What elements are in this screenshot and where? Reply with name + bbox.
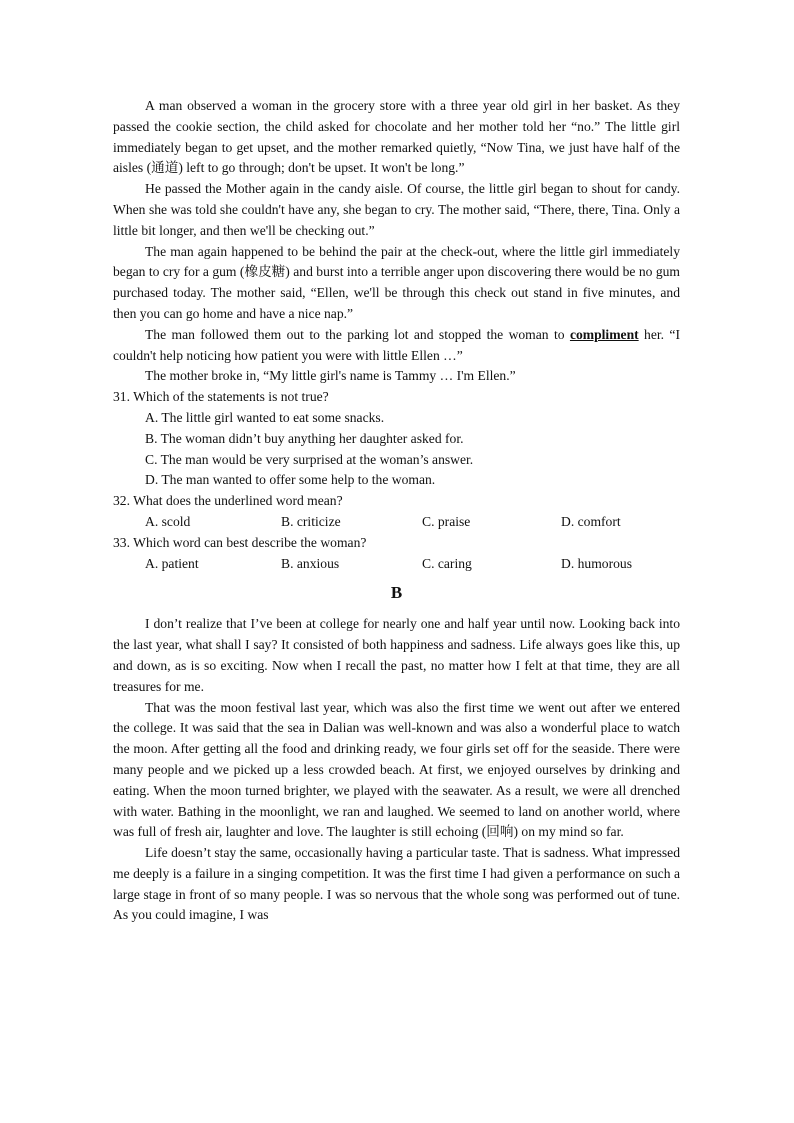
passage-a-paragraph-4 bbox=[113, 325, 680, 367]
question-32-stem: 32. What does the underlined word mean? bbox=[113, 493, 343, 509]
question-33-option-d: D. humorous bbox=[561, 555, 632, 571]
question-33-option-b: B. anxious bbox=[281, 555, 340, 571]
question-32 bbox=[113, 491, 680, 533]
question-32-option-c: C. praise bbox=[422, 513, 471, 529]
passage-b-paragraph-3: Life doesn’t stay the same, occasionally having a particular taste. That is sadness. What impressed me deeply is a failure in a singing competition. It was the first time I had given a performance on such a large stage in front of so many people. I was so nervous that the whole song was performed out of tune. As you could imagine, I was bbox=[113, 845, 680, 923]
document-page bbox=[113, 96, 680, 926]
passage-b-paragraph-1: I don’t realize that I’ve been at college for nearly one and half year until now. Looking back into the last year, what shall I say? It consisted of both happiness and sadness. Life always goes like this, up and down, as is so exciting. Now when I recall the past, no matter how I felt at that time, they are all treasures for me. bbox=[113, 616, 680, 694]
paragraph-4-text-before: The man followed them out to the parking lot and stopped the woman to bbox=[145, 326, 570, 342]
section-b-title: B bbox=[390, 583, 403, 603]
question-31-option-c: C. The man would be very surprised at the woman’s answer. bbox=[145, 451, 474, 467]
underlined-word: compliment bbox=[569, 326, 639, 342]
question-33-options bbox=[113, 554, 680, 575]
passage-a-paragraph-3: The man again happened to be behind the pair at the check-out, where the little girl immediately began to cry for a gum (橡皮糖) and burst into a terrible anger upon discovering there would be no gum purchased today. The mother said, “Ellen, we'll be through this check out stand in five minutes, and then you can go home and have a nice nap.” bbox=[113, 243, 680, 321]
question-31-option-d: D. The man wanted to offer some help to the woman. bbox=[145, 472, 436, 488]
question-33-option-c: C. caring bbox=[422, 555, 472, 571]
question-32-option-d: D. comfort bbox=[561, 513, 621, 529]
question-32-option-b: B. criticize bbox=[281, 513, 341, 529]
paragraph-4-text-after: her. “I couldn't help noticing how patient you were with little Ellen …” bbox=[113, 326, 680, 363]
question-31-option-a: A. The little girl wanted to eat some snacks. bbox=[145, 409, 385, 425]
passage-a-paragraph-2: He passed the Mother again in the candy aisle. Of course, the little girl began to shout for candy. When she was told she couldn't have any, she began to cry. The mother said, “There, there, Tina. Only a little bit longer, and then we'll be checking out.” bbox=[113, 181, 680, 238]
question-31 bbox=[113, 387, 680, 491]
passage-b-paragraph-2: That was the moon festival last year, which was also the first time we went out after we entered the college. It was said that the sea in Dalian was well-known and was also a wonderful place to watch the moon. After getting all the food and drinking ready, we four girls set off for the seaside. There were many people and we picked up a less crowded beach. At first, we enjoyed ourselves by drinking and eating. When the moon turned brighter, we played with the seawater. As a result, we were all drenched with water. Bathing in the moonlight, we ran and laughed. We seemed to land on another world, where was full of fresh air, laughter and love. The laughter is still echoing (回响) on my mind so far. bbox=[113, 699, 680, 840]
question-31-option-b: B. The woman didn’t buy anything her daughter asked for. bbox=[145, 430, 464, 446]
question-33-stem: 33. Which word can best describe the woman? bbox=[113, 534, 367, 550]
question-32-options bbox=[113, 512, 680, 533]
passage-a-paragraph-1: A man observed a woman in the grocery store with a three year old girl in her basket. As they passed the cookie section, the child asked for chocolate and her mother told her “no.” The little girl immediately began to get upset, and the mother remarked quietly, “Now Tina, we just have half of the aisles (通道) left to go through; don't be upset. It won't be long.” bbox=[113, 98, 680, 176]
passage-a-paragraph-5: The mother broke in, “My little girl's name is Tammy … I'm Ellen.” bbox=[145, 368, 516, 384]
question-33-option-a: A. patient bbox=[145, 555, 199, 571]
question-33 bbox=[113, 533, 680, 575]
question-31-stem: 31. Which of the statements is not true? bbox=[113, 389, 329, 405]
question-32-option-a: A. scold bbox=[145, 513, 191, 529]
